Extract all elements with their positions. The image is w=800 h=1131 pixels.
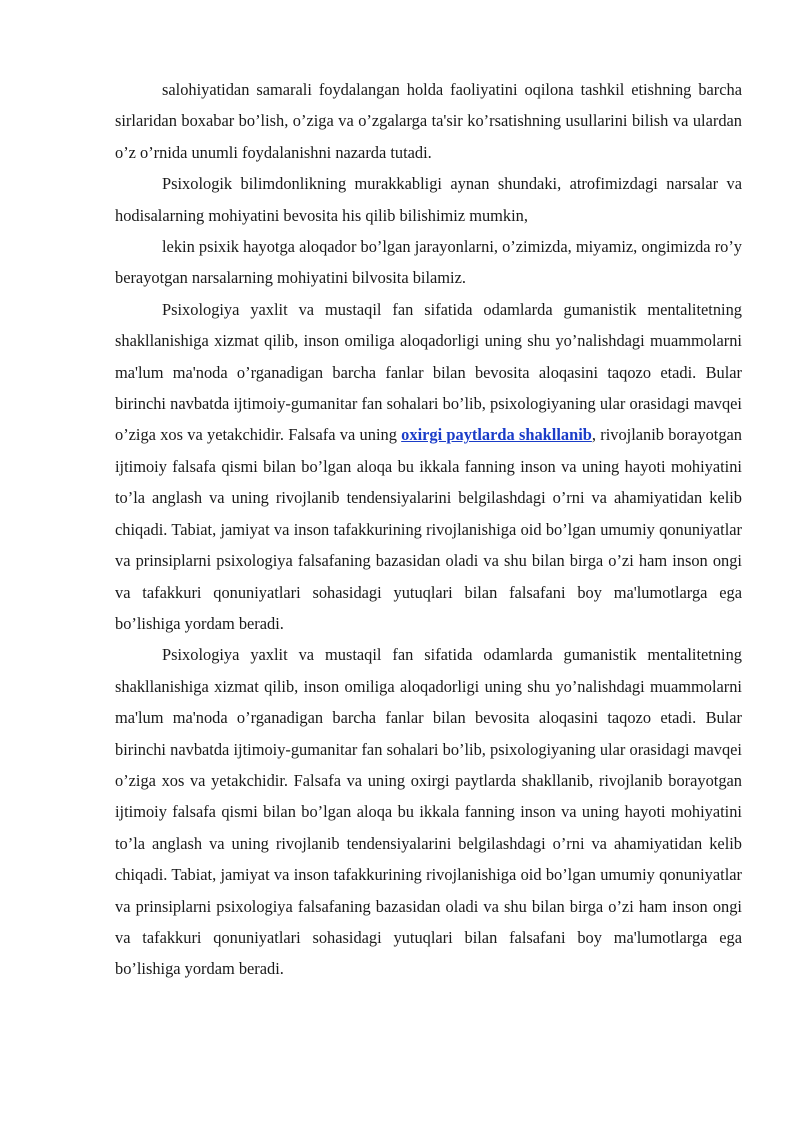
paragraph-5: Psixologiya yaxlit va mustaqil fan sifatida odamlarda gumanistik mentalitetning shakllanishiga xizmat qilib, inson omiliga aloqadorligi uning shu yo’nalishdagi muammolarni ma'lum ma'noda o’rganadigan barcha fanlar bilan bevosita aloqasini taqozo etadi. Bular birinchi navbatda ijtimoiy-gumanitar fan sohalari bo’lib, psixologiyaning ular orasidagi mavqei o’ziga xos va yetakchidir. Falsafa va uning oxirgi paytlarda shakllanib, rivojlanib borayotgan ijtimoiy falsafa qismi bilan bo’lgan aloqa bu ikkala fanning inson va uning hayoti mohiyatini to’la anglash va uning rivojlanib tendensiyalarini belgilashdagi o’rni va ahamiyatidan kelib chiqadi. Tabiat, jamiyat va inson tafakkurining rivojlanishiga oid bo’lgan umumiy qonuniyatlar va prinsiplarni psixologiya falsafaning bazasidan oladi va shu bilan birga o’zi ham inson ongi va tafakkuri qonuniyatlari sohasidagi yutuqlari bilan falsafani boy ma'lumotlarga ega bo’lishiga yordam beradi. <box>115 645 742 979</box>
paragraph-2: Psixologik bilimdonlikning murakkabligi aynan shundaki, atrofimizdagi narsalar va hodisalarning mohiyatini bevosita his qilib bilishimiz mumkin, <box>115 174 742 225</box>
inline-link[interactable]: oxirgi paytlarda shakllanib <box>401 425 592 445</box>
paragraph-4 <box>115 294 742 639</box>
document-body <box>115 74 742 985</box>
paragraph-4-text-start: Psixologiya yaxlit va mustaqil fan sifatida odamlarda gumanistik mentalitetning shakllanishiga xizmat qilib, inson omiliga aloqadorligi uning shu yo’nalishdagi muammolarni ma'lum ma'noda o’rganadigan barcha fanlar bilan bevosita aloqasini taqozo etadi. Bular birinchi navbatda ijtimoiy-gumanitar fan sohalari bo’lib, psixologiyaning ular orasidagi mavqei o’ziga xos va yetakchidir. Falsafa va uning <box>115 299 742 445</box>
paragraph-4-text-end: , rivojlanib borayotgan ijtimoiy falsafa qismi bilan bo’lgan aloqa bu ikkala fanning inson va uning hayoti mohiyatini to’la anglash va uning rivojlanib tendensiyalarini belgilashdagi o’rni va ahamiyatidan kelib chiqadi. Tabiat, jamiyat va inson tafakkurining rivojlanishiga oid bo’lgan umumiy qonuniyatlar va prinsiplarni psixologiya falsafaning bazasidan oladi va shu bilan birga o’zi ham inson ongi va tafakkuri qonuniyatlari sohasidagi yutuqlari bilan falsafani boy ma'lumotlarga ega bo’lishiga yordam beradi. <box>115 425 742 633</box>
paragraph-1: salohiyatidan samarali foydalangan holda faoliyatini oqilona tashkil etishning barcha sirlaridan boxabar bo’lish, o’ziga va o’zgalarga ta'sir ko’rsatishning usullarini bilish va ulardan o’z o’rnida unumli foydalanishni nazarda tutadi. <box>115 80 742 162</box>
paragraph-3: lekin psixik hayotga aloqador bo’lgan jarayonlarni, o’zimizda, miyamiz, ongimizda ro’y berayotgan narsalarning mohiyatini bilvosita bilamiz. <box>115 237 742 288</box>
